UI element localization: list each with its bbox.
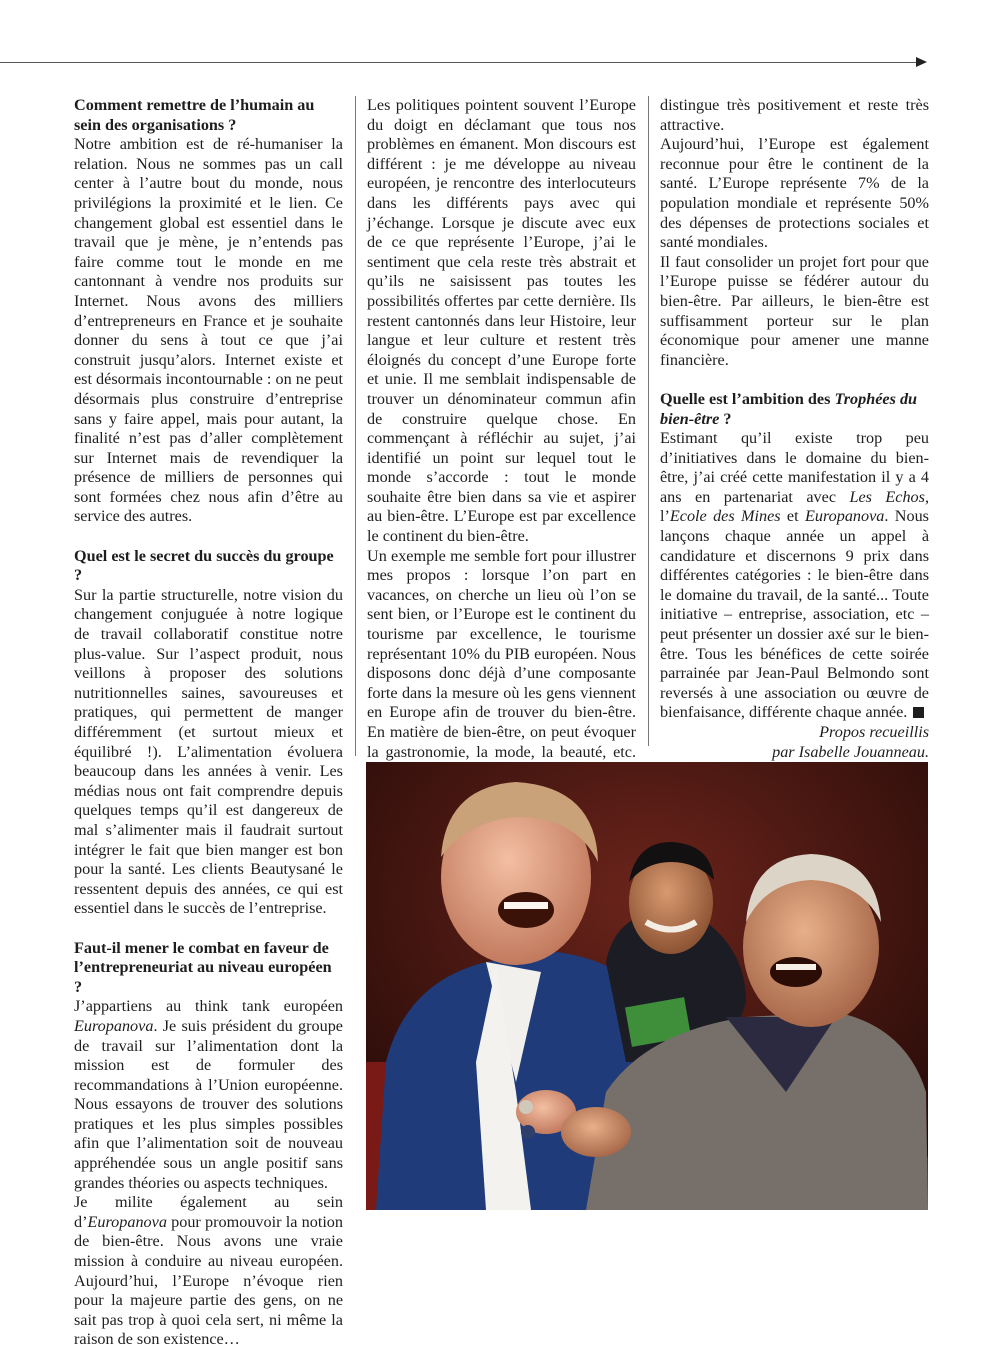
question-heading: Quelle est l’ambition des Trophées du bien-être ? — [660, 389, 918, 428]
column-divider — [648, 96, 649, 746]
body-paragraph: distingue très positivement et reste très attractive. — [660, 96, 929, 134]
answer-paragraph: Notre ambition est de ré-humaniser la relation. Nous ne sommes pas un call center à l’autre bout du monde, nous privilégions la proximité et le lien. Ce changement global est essentiel dans le travail que je mène, je n’entends pas faire comme tout le monde en me cantonnant à vendre nos produits sur Internet. Nous avons des milliers d’entrepreneurs en France et je souhaite donner du sens à tout ce que j’ai construit jusqu’alors. Internet existe et est désormais incontournable : on ne peut désormais plus construire d’entreprise sans y faire appel, mais pour autant, la finalité n’est pas d’aller complètement sur Internet mais de revendiquer la présence de milliers de personnes qui sont formées chez nous afin d’être au service des autres. — [74, 135, 343, 526]
answer-paragraph: Estimant qu’il existe trop peu d’initiatives dans le domaine du bien-être, j’ai créé cette manifestation il y a 4 ans en partenariat avec Les Echos, l’Ecole des Mines et Europanova. Nous lançons chaque année un appel à candidature et discernons 9 prix dans différentes catégories : le bien-être dans le domaine du travail, de la santé... Toute initiative – entreprise, association, etc – peut présenter un dossier axé sur le bien-être. Tous les bénéfices de cette soirée parrainée par Jean-Paul Belmondo sont reversés à une association ou œuvre de bienfaisance, différente chaque année. — [660, 429, 929, 722]
body-paragraph: Il faut consolider un projet fort pour que l’Europe puisse se fédérer autour du bien-être. Par ailleurs, le bien-être est suffisamment porteur sur le plan économique pour amener une manne financière. — [660, 252, 929, 369]
article-column-3 — [660, 96, 929, 762]
question-heading: Faut-il mener le combat en faveur de l’entrepreneuriat au niveau européen ? — [74, 938, 332, 996]
byline: Propos recueillis — [819, 723, 929, 741]
photo-illustration — [366, 762, 928, 1210]
event-photo — [366, 762, 928, 1210]
answer-paragraph: J’appartiens au think tank européen Europanova. Je suis président du groupe de travail sur l’alimentation dont la mission est de formuler des recommandations à l’Union européenne. Nous essayons de trouver des solutions pratiques et les plus simples possibles afin que l’alimentation soit de nouveau appréhendée sous un angle positif sans grandes théories ou aspects techniques. — [74, 997, 343, 1192]
top-rule — [0, 62, 920, 63]
article-column-2 — [367, 96, 636, 801]
body-paragraph: Un exemple me semble fort pour illustrer mes propos : lorsque l’on part en vacances, on cherche un lieu où l’on se sent bien, or l’Europe est le continent du tourisme par excellence, le tourisme représentant 10% du PIB européen. Nous disposons donc déjà d’une composante forte dans la mesure où les gens viennent en Europe afin de trouver du bien-être. En matière de bien-être, on peut évoquer la gastronomie, la mode, la beauté, etc. — [367, 546, 636, 761]
byline: par Isabelle Jouanneau. — [772, 742, 929, 761]
page-arrow-icon — [916, 57, 927, 67]
body-paragraph: Aujourd’hui, l’Europe est également reconnue pour être le continent de la santé. L’Europe représente 7% de la population mondiale et représente 50% des dépenses de protections sociales et santé mondiales. — [660, 135, 929, 252]
column-divider — [355, 96, 356, 756]
answer-paragraph: Sur la partie structurelle, notre vision du changement conjuguée à notre logique de travail collaboratif constitue notre plus-value. Sur l’aspect produit, nous veillons à proposer des solutions nutritionnelles saines, savoureuses et pratiques, qui permettent de manger différemment (et surtout mieux et équilibré !). L’alimentation évoluera beaucoup dans les années à venir. Les médias nous ont fait comprendre depuis quelques temps qu’il est dangereux de mal s’alimenter mais il faudrait surtout intégrer le fait que bien manger est bon pour la santé. Les clients Beautysané le ressentent depuis des années, ce qui est essentiel dans le succès de l’entreprise. — [74, 585, 343, 918]
question-heading: Quel est le secret du succès du groupe ? — [74, 546, 334, 585]
answer-paragraph: Je milite également au sein d’Europanova pour promouvoir la notion de bien-être. Nous avons une vraie mission à conduire au niveau européen. Aujourd’hui, l’Europe n’évoque rien pour la majeure partie des gens, on ne sait pas trop à quoi cela sert, ni même la raison de son existence… — [74, 1193, 343, 1349]
body-paragraph: Les politiques pointent souvent l’Europe du doigt en déclamant que tous nos problèmes en émanent. Mon discours est différent : je me développe au niveau européen, je rencontre des interlocuteurs dans les différents pays avec qui j’échange. Lorsque je discute avec eux de ce que représente l’Europe, j’ai le sentiment que cela reste très abstrait et qu’ils ne saisissent pas toutes les possibilités offertes par cette dernière. Ils restent cantonnés dans leur Histoire, leur langue et leur culture et restent très éloignés du concept d’une Europe forte et unie. Il me semblait indispensable de trouver un dénominateur commun afin de construire quelque chose. En commençant à réfléchir au sujet, j’ai identifié un point sur lequel tout le monde s’accorde : tout le monde souhaite être bien dans sa vie et aspirer au bien-être. L’Europe est par excellence le continent du bien-être. — [367, 96, 636, 546]
question-heading: Comment remettre de l’humain au sein des organisations ? — [74, 96, 315, 134]
article-column-1 — [74, 96, 343, 1350]
end-of-article-mark — [913, 707, 924, 718]
